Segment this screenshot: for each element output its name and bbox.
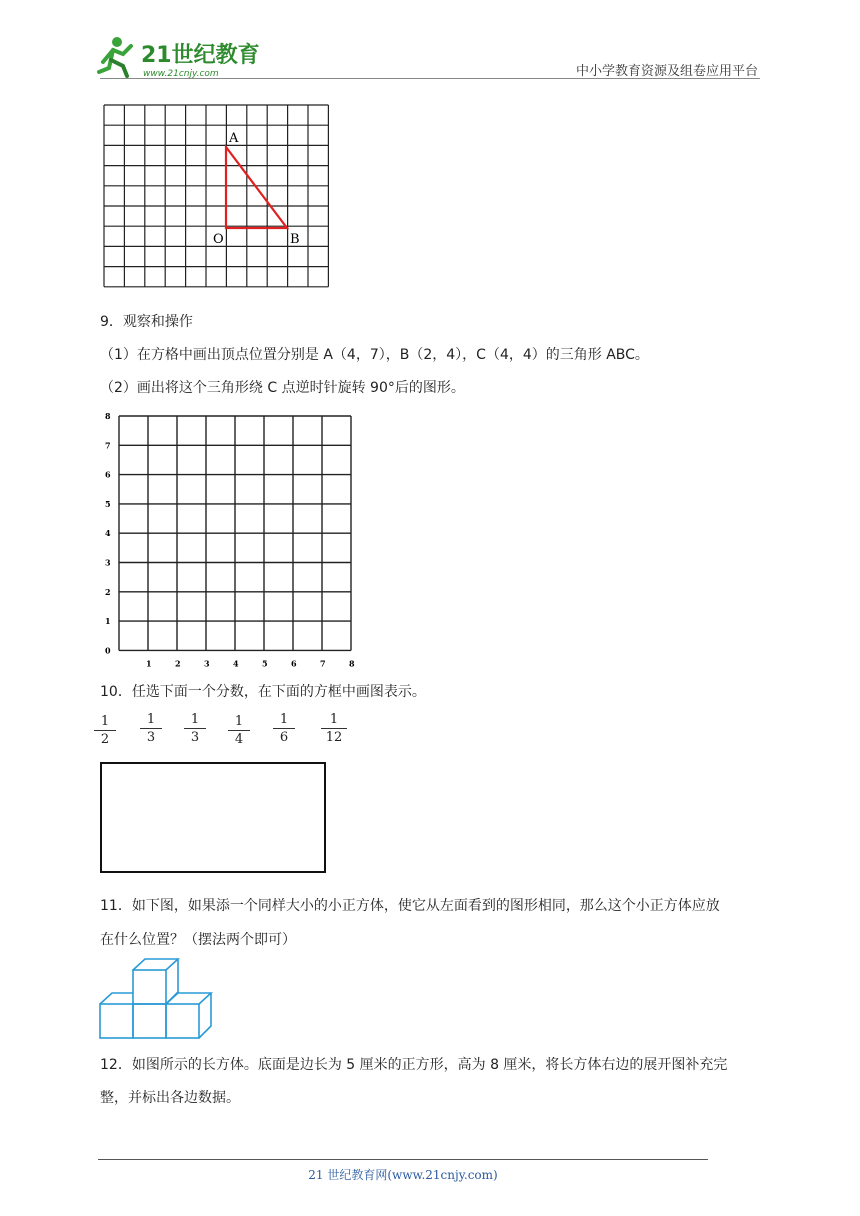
y-axis-label: 0 (105, 645, 111, 656)
fraction-3-denominator: 4 (234, 732, 244, 747)
cube-stack-figure (98, 956, 216, 1042)
coordinate-grid-lines (119, 416, 351, 650)
fraction-1-denominator: 3 (146, 730, 156, 745)
coordinate-grid (100, 410, 360, 670)
y-axis-label: 8 (105, 411, 111, 421)
q12-line2: 整，并标出各边数据。 (100, 1090, 240, 1106)
fraction-0-numerator: 1 (94, 713, 116, 731)
fraction-4-numerator: 1 (273, 711, 295, 729)
q9-title: 9．观察和操作 (100, 314, 193, 330)
y-axis-label: 1 (105, 616, 111, 627)
q12-line1: 12．如图所示的长方体。底面是边长为 5 厘米的正方形，高为 8 厘米，将长方体右边的展开图补充完 (100, 1057, 728, 1073)
y-axis-label: 6 (105, 469, 111, 480)
answer-box[interactable] (100, 762, 326, 873)
logo-text: 21世纪教育 (141, 43, 260, 68)
x-axis-label: 1 (146, 658, 152, 669)
x-axis-labels (146, 658, 355, 668)
fraction-0-denominator: 2 (100, 732, 110, 747)
x-axis-label: 8 (349, 658, 355, 669)
x-axis-label: 3 (204, 658, 210, 669)
fraction-4 (269, 711, 299, 746)
x-axis-label: 4 (233, 658, 239, 669)
cube-top-front (133, 970, 166, 1004)
y-axis-label: 2 (105, 586, 111, 597)
fraction-3-numerator: 1 (228, 713, 250, 731)
triangle-grid-figure (100, 102, 332, 292)
y-axis-labels (105, 411, 111, 655)
header-divider (100, 78, 760, 79)
fraction-3 (224, 713, 254, 748)
logo-url: www.21cnjy.com (143, 69, 219, 79)
q9-line1: （1）在方格中画出顶点位置分别是 A（4，7），B（2，4），C（4，4）的三角形 ABC。 (100, 347, 649, 363)
header-platform-text: 中小学教育资源及组卷应用平台 (575, 64, 758, 79)
cube-top-sides (133, 959, 178, 1004)
x-axis-label: 6 (291, 658, 297, 669)
cube-bottom-right (166, 1004, 199, 1038)
cubes (100, 959, 211, 1038)
y-axis-label: 4 (105, 528, 111, 539)
q10-title: 10．任选下面一个分数，在下面的方框中画图表示。 (100, 684, 426, 700)
fraction-1 (136, 711, 166, 746)
x-axis-label: 5 (262, 658, 268, 669)
fraction-5-numerator: 1 (321, 711, 347, 729)
footer-text: 21 世纪教育网(www.21cnjy.com) (308, 1168, 498, 1182)
q9-line2: （2）画出将这个三角形绕 C 点逆时针旋转 90°后的图形。 (100, 380, 465, 396)
footer-divider (98, 1159, 708, 1160)
runner-icon (99, 37, 131, 76)
fraction-5-denominator: 12 (325, 730, 343, 745)
x-axis-label: 2 (175, 658, 181, 669)
label-b: B (290, 232, 300, 247)
cube-right-sides (166, 993, 211, 1038)
fraction-1-numerator: 1 (140, 711, 162, 729)
site-logo (93, 32, 268, 80)
fraction-2-numerator: 1 (184, 711, 206, 729)
fraction-2 (180, 711, 210, 746)
fraction-4-denominator: 6 (279, 730, 289, 745)
grid-lines (104, 105, 328, 287)
fraction-5 (317, 711, 351, 746)
y-axis-label: 7 (105, 440, 111, 451)
triangle-aob (226, 147, 287, 228)
cube-left-top (100, 993, 133, 1004)
fraction-0 (90, 713, 120, 748)
y-axis-label: 5 (105, 498, 111, 509)
fraction-2-denominator: 3 (190, 730, 200, 745)
cube-bottom-middle (133, 1004, 166, 1038)
label-a: A (229, 131, 239, 146)
q11-line1: 11．如下图，如果添一个同样大小的小正方体，使它从左面看到的图形相同，那么这个小正方体应放 (100, 898, 720, 914)
x-axis-label: 7 (320, 658, 326, 669)
y-axis-label: 3 (105, 557, 111, 568)
cube-bottom-left (100, 1004, 133, 1038)
q11-line2: 在什么位置？（摆法两个即可） (100, 932, 296, 948)
label-o: O (213, 232, 224, 247)
